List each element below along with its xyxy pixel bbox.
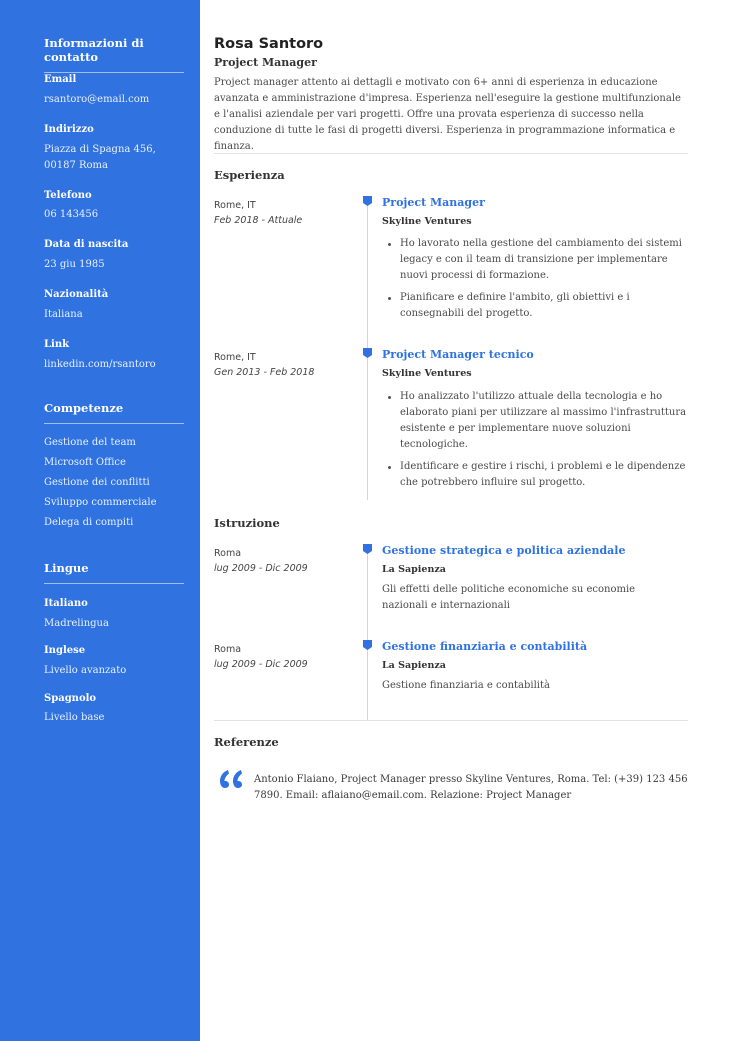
job-dates: Feb 2018 - Attuale [214,215,303,226]
candidate-role: Project Manager [214,56,317,69]
candidate-name: Rosa Santoro [214,36,324,52]
experience-heading: Esperienza [214,168,285,182]
language-name: Italiano [44,598,88,609]
timeline-marker-icon [363,640,372,650]
skill-item: Sviluppo commerciale [44,497,157,508]
school-location: Roma [214,644,242,655]
job-bullets [382,389,688,497]
company-name: Skyline Ventures [382,216,472,227]
education-timeline [367,548,368,720]
degree-description: Gli effetti delle politiche economiche su economie nazionali e internazionali [382,584,636,611]
timeline-marker-icon [363,196,372,206]
degree-title: Gestione strategica e politica aziendale [382,544,626,557]
skill-item: Microsoft Office [44,457,126,468]
list-item: Identificare e gestire i rischi, i problemi e le dipendenze che potrebbero influire sul progetto. [382,459,688,491]
profile-summary: Project manager attento ai dettagli e motivato con 6+ anni di esperienza in educazione avanzata e amministrazione d'impresa. Esperienza nell'eseguire la gestione multifunzionale e l'analisi aziendale per vari progetti. Offre una provata esperienza di successo nella conduzione di tutte le fasi di progetti diversi. Esperienza in programmazione informatica e finanza. [214,77,681,152]
language-level: Livello base [44,712,105,723]
phone-value: 06 143456 [44,209,99,220]
school-name: La Sapienza [382,660,446,671]
timeline-marker-icon [363,348,372,358]
job-bullets [382,236,688,328]
references-heading: Referenze [214,735,279,749]
language-name: Spagnolo [44,693,97,704]
skill-item: Gestione del team [44,437,136,448]
email-value[interactable]: rsantoro@email.com [44,94,150,105]
linkedin-link[interactable]: linkedin.com/rsantoro [44,359,156,370]
contact-section [44,36,184,73]
contact-list [44,74,184,374]
job-location: Rome, IT [214,352,256,363]
language-name: Inglese [44,645,86,656]
languages-section [44,561,184,584]
list-item: Ho analizzato l'utilizzo attuale della tecnologia e ho elaborato piani per utilizzare al massimo l'infrastruttura esistente e per implementare nuove soluzioni tecnologiche. [382,389,688,453]
link-label: Link [44,339,70,350]
reference-text: Antonio Flaiano, Project Manager presso Skyline Ventures, Roma. Tel: (+39) 123 456 7890. Email: aflaiano@email.com. Relazione: Project Manager [254,774,688,801]
email-label: Email [44,74,77,85]
address-label: Indirizzo [44,124,94,135]
divider [214,720,688,721]
skills-heading: Competenze [44,401,184,424]
language-level: Livello avanzato [44,665,127,676]
list-item: Pianificare e definire l'ambito, gli obiettivi e i consegnabili del progetto. [382,290,688,322]
birthdate-value: 23 giu 1985 [44,259,105,270]
school-name: La Sapienza [382,564,446,575]
job-title: Project Manager [382,196,485,209]
school-location: Roma [214,548,242,559]
degree-description: Gestione finanziaria e contabilità [382,680,550,691]
nationality-value: Italiana [44,309,83,320]
study-dates: lug 2009 - Dic 2009 [214,659,308,670]
timeline-marker-icon [363,544,372,554]
contact-heading: Informazioni di contatto [44,36,184,73]
list-item: Ho lavorato nella gestione del cambiamento dei sistemi legacy e con il team di transizione per implementare nuovi processi di formazione. [382,236,688,284]
skill-item: Delega di compiti [44,517,134,528]
quote-icon [218,768,244,790]
skills-section [44,401,184,424]
job-location: Rome, IT [214,200,256,211]
language-level: Madrelingua [44,618,109,629]
degree-title: Gestione finanziaria e contabilità [382,640,588,653]
languages-heading: Lingue [44,561,184,584]
languages-list [44,598,184,738]
job-title: Project Manager tecnico [382,348,534,361]
sidebar [0,0,200,1041]
birthdate-label: Data di nascita [44,239,129,250]
divider [214,153,688,154]
address-value: Piazza di Spagna 456, 00187 Roma [44,144,156,171]
education-heading: Istruzione [214,516,280,530]
study-dates: lug 2009 - Dic 2009 [214,563,308,574]
company-name: Skyline Ventures [382,368,472,379]
nationality-label: Nazionalità [44,289,109,300]
phone-label: Telefono [44,190,92,201]
skill-item: Gestione dei conflitti [44,477,150,488]
skills-list [44,437,184,537]
job-dates: Gen 2013 - Feb 2018 [214,367,315,378]
